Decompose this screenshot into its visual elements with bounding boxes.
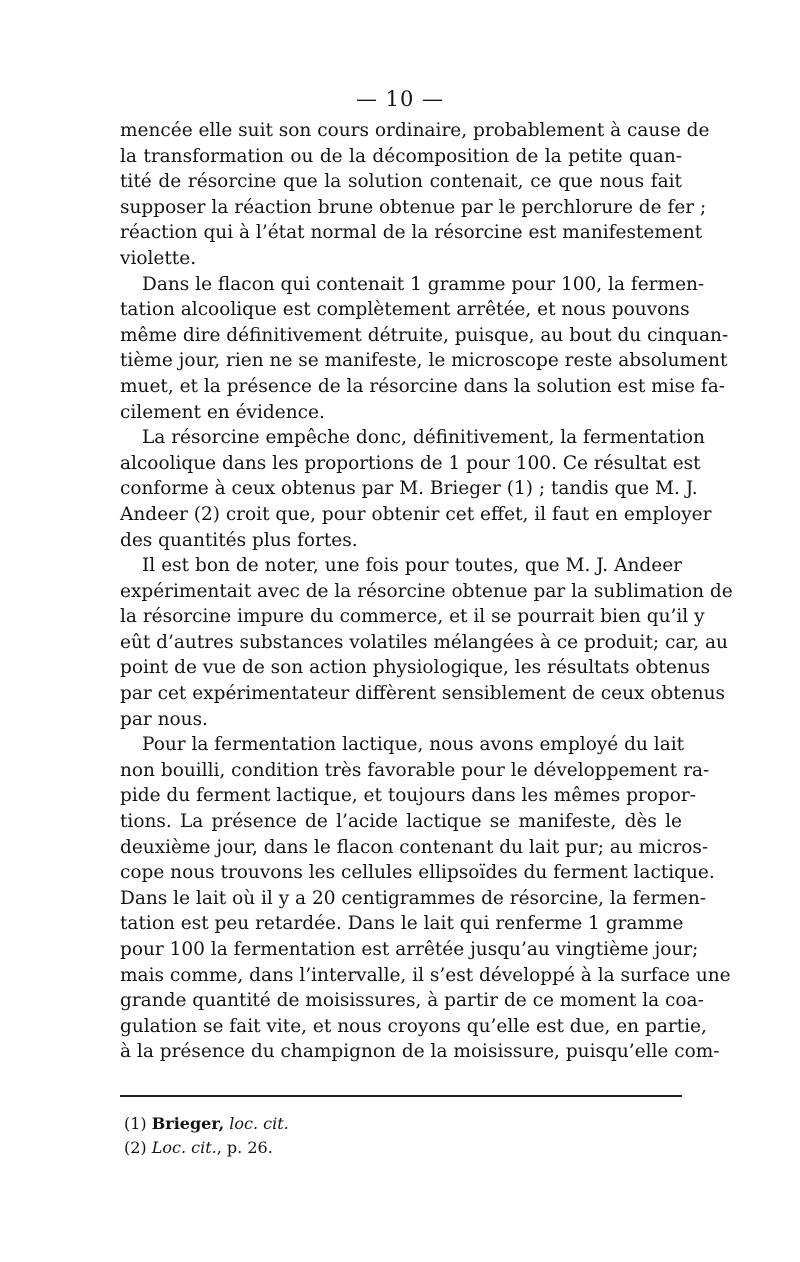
text-line: violette.	[120, 247, 197, 269]
text-line: la transformation ou de la décomposition de la petite quan-	[120, 145, 682, 167]
text-line: pide du ferment lactique, et toujours dans les mêmes propor-	[120, 785, 696, 807]
text-line: deuxième jour, dans le flacon contenant du lait pur; au micros-	[120, 836, 709, 858]
text-line: tité de résorcine que la solution contenait, ce que nous fait	[120, 171, 682, 193]
paragraph-2	[120, 272, 729, 426]
paragraph-1	[120, 118, 710, 272]
footnote-divider	[120, 1095, 682, 1097]
text-line: des quantités plus fortes.	[120, 529, 358, 551]
text-line: supposer la réaction brune obtenue par le perchlorure de fer ;	[120, 196, 707, 218]
body-text	[120, 118, 733, 1065]
text-line: tation est peu retardée. Dans le lait qui renferme 1 gramme	[120, 913, 684, 935]
text-line: cilement en évidence.	[120, 401, 325, 423]
text-line: Dans le lait où il y a 20 centigrammes de résorcine, la fermen-	[120, 887, 707, 909]
text-line: la résorcine impure du commerce, et il se pourrait bien qu’il y	[120, 606, 705, 628]
paragraph-3	[120, 425, 712, 553]
text-line: tions. La présence de l’acide lactique se manifeste, dès le	[120, 811, 682, 833]
text-line: Andeer (2) croit que, pour obtenir cet effet, il faut en employer	[120, 503, 712, 525]
footnote-marker: (2)	[124, 1138, 147, 1157]
text-line: mais comme, dans l’intervalle, il s’est développé à la surface une	[120, 964, 731, 986]
text-line: expérimentait avec de la résorcine obtenue par la sublimation de	[120, 580, 733, 602]
text-line: tation alcoolique est complètement arrêtée, et nous pouvons	[120, 299, 690, 321]
text-line: cope nous trouvons les cellules ellipsoïdes du ferment lactique.	[120, 862, 715, 884]
text-line: point de vue de son action physiologique, les résultats obtenus	[120, 657, 711, 679]
text-line: eût d’autres substances volatiles mélangées à ce produit; car, au	[120, 631, 728, 653]
footnote-2	[124, 1136, 664, 1160]
text-line: gulation se fait vite, et nous croyons qu’elle est due, en partie,	[120, 1015, 707, 1037]
text-line: conforme à ceux obtenus par M. Brieger (1) ; tandis que M. J.	[120, 478, 698, 500]
footnote-1	[124, 1112, 664, 1136]
footnotes	[124, 1112, 664, 1160]
text-line: par cet expérimentateur diffèrent sensiblement de ceux obtenus	[120, 683, 726, 705]
footnote-reference: Loc. cit.	[151, 1138, 217, 1157]
text-line: Pour la fermentation lactique, nous avons employé du lait	[142, 734, 685, 756]
text-line: même dire définitivement détruite, puisque, au bout du cinquan-	[120, 324, 729, 346]
footnote-reference: loc. cit.	[229, 1114, 289, 1133]
text-line: pour 100 la fermentation est arrêtée jusqu’au vingtième jour;	[120, 939, 699, 960]
text-line: muet, et la présence de la résorcine dans la solution est mise fa-	[120, 375, 726, 397]
page-number: — 10 —	[355, 87, 445, 111]
footnote-page: , p. 26.	[216, 1138, 273, 1157]
text-line: Il est bon de noter, une fois pour toutes, que M. J. Andeer	[142, 555, 682, 577]
text-line: grande quantité de moisissures, à partir de ce moment la coa-	[120, 990, 704, 1012]
text-line: tième jour, rien ne se manifeste, le microscope reste absolument	[120, 350, 728, 372]
text-line: Dans le flacon qui contenait 1 gramme pour 100, la fermen-	[142, 273, 705, 295]
paragraph-5	[120, 732, 731, 1065]
footnote-author: Brieger,	[151, 1114, 225, 1133]
paragraph-4	[120, 553, 733, 732]
footnote-marker: (1)	[124, 1114, 147, 1133]
text-line: par nous.	[120, 708, 208, 730]
text-line: réaction qui à l’état normal de la résorcine est manifestement	[120, 222, 703, 244]
text-line: non bouilli, condition très favorable pour le développement ra-	[120, 759, 710, 781]
text-line: alcoolique dans les proportions de 1 pour 100. Ce résultat est	[120, 452, 701, 474]
text-line: à la présence du champignon de la moisissure, puisqu’elle com-	[120, 1041, 720, 1063]
text-line: mencée elle suit son cours ordinaire, probablement à cause de	[120, 120, 710, 141]
text-line: La résorcine empêche donc, définitivement, la fermentation	[142, 427, 705, 449]
